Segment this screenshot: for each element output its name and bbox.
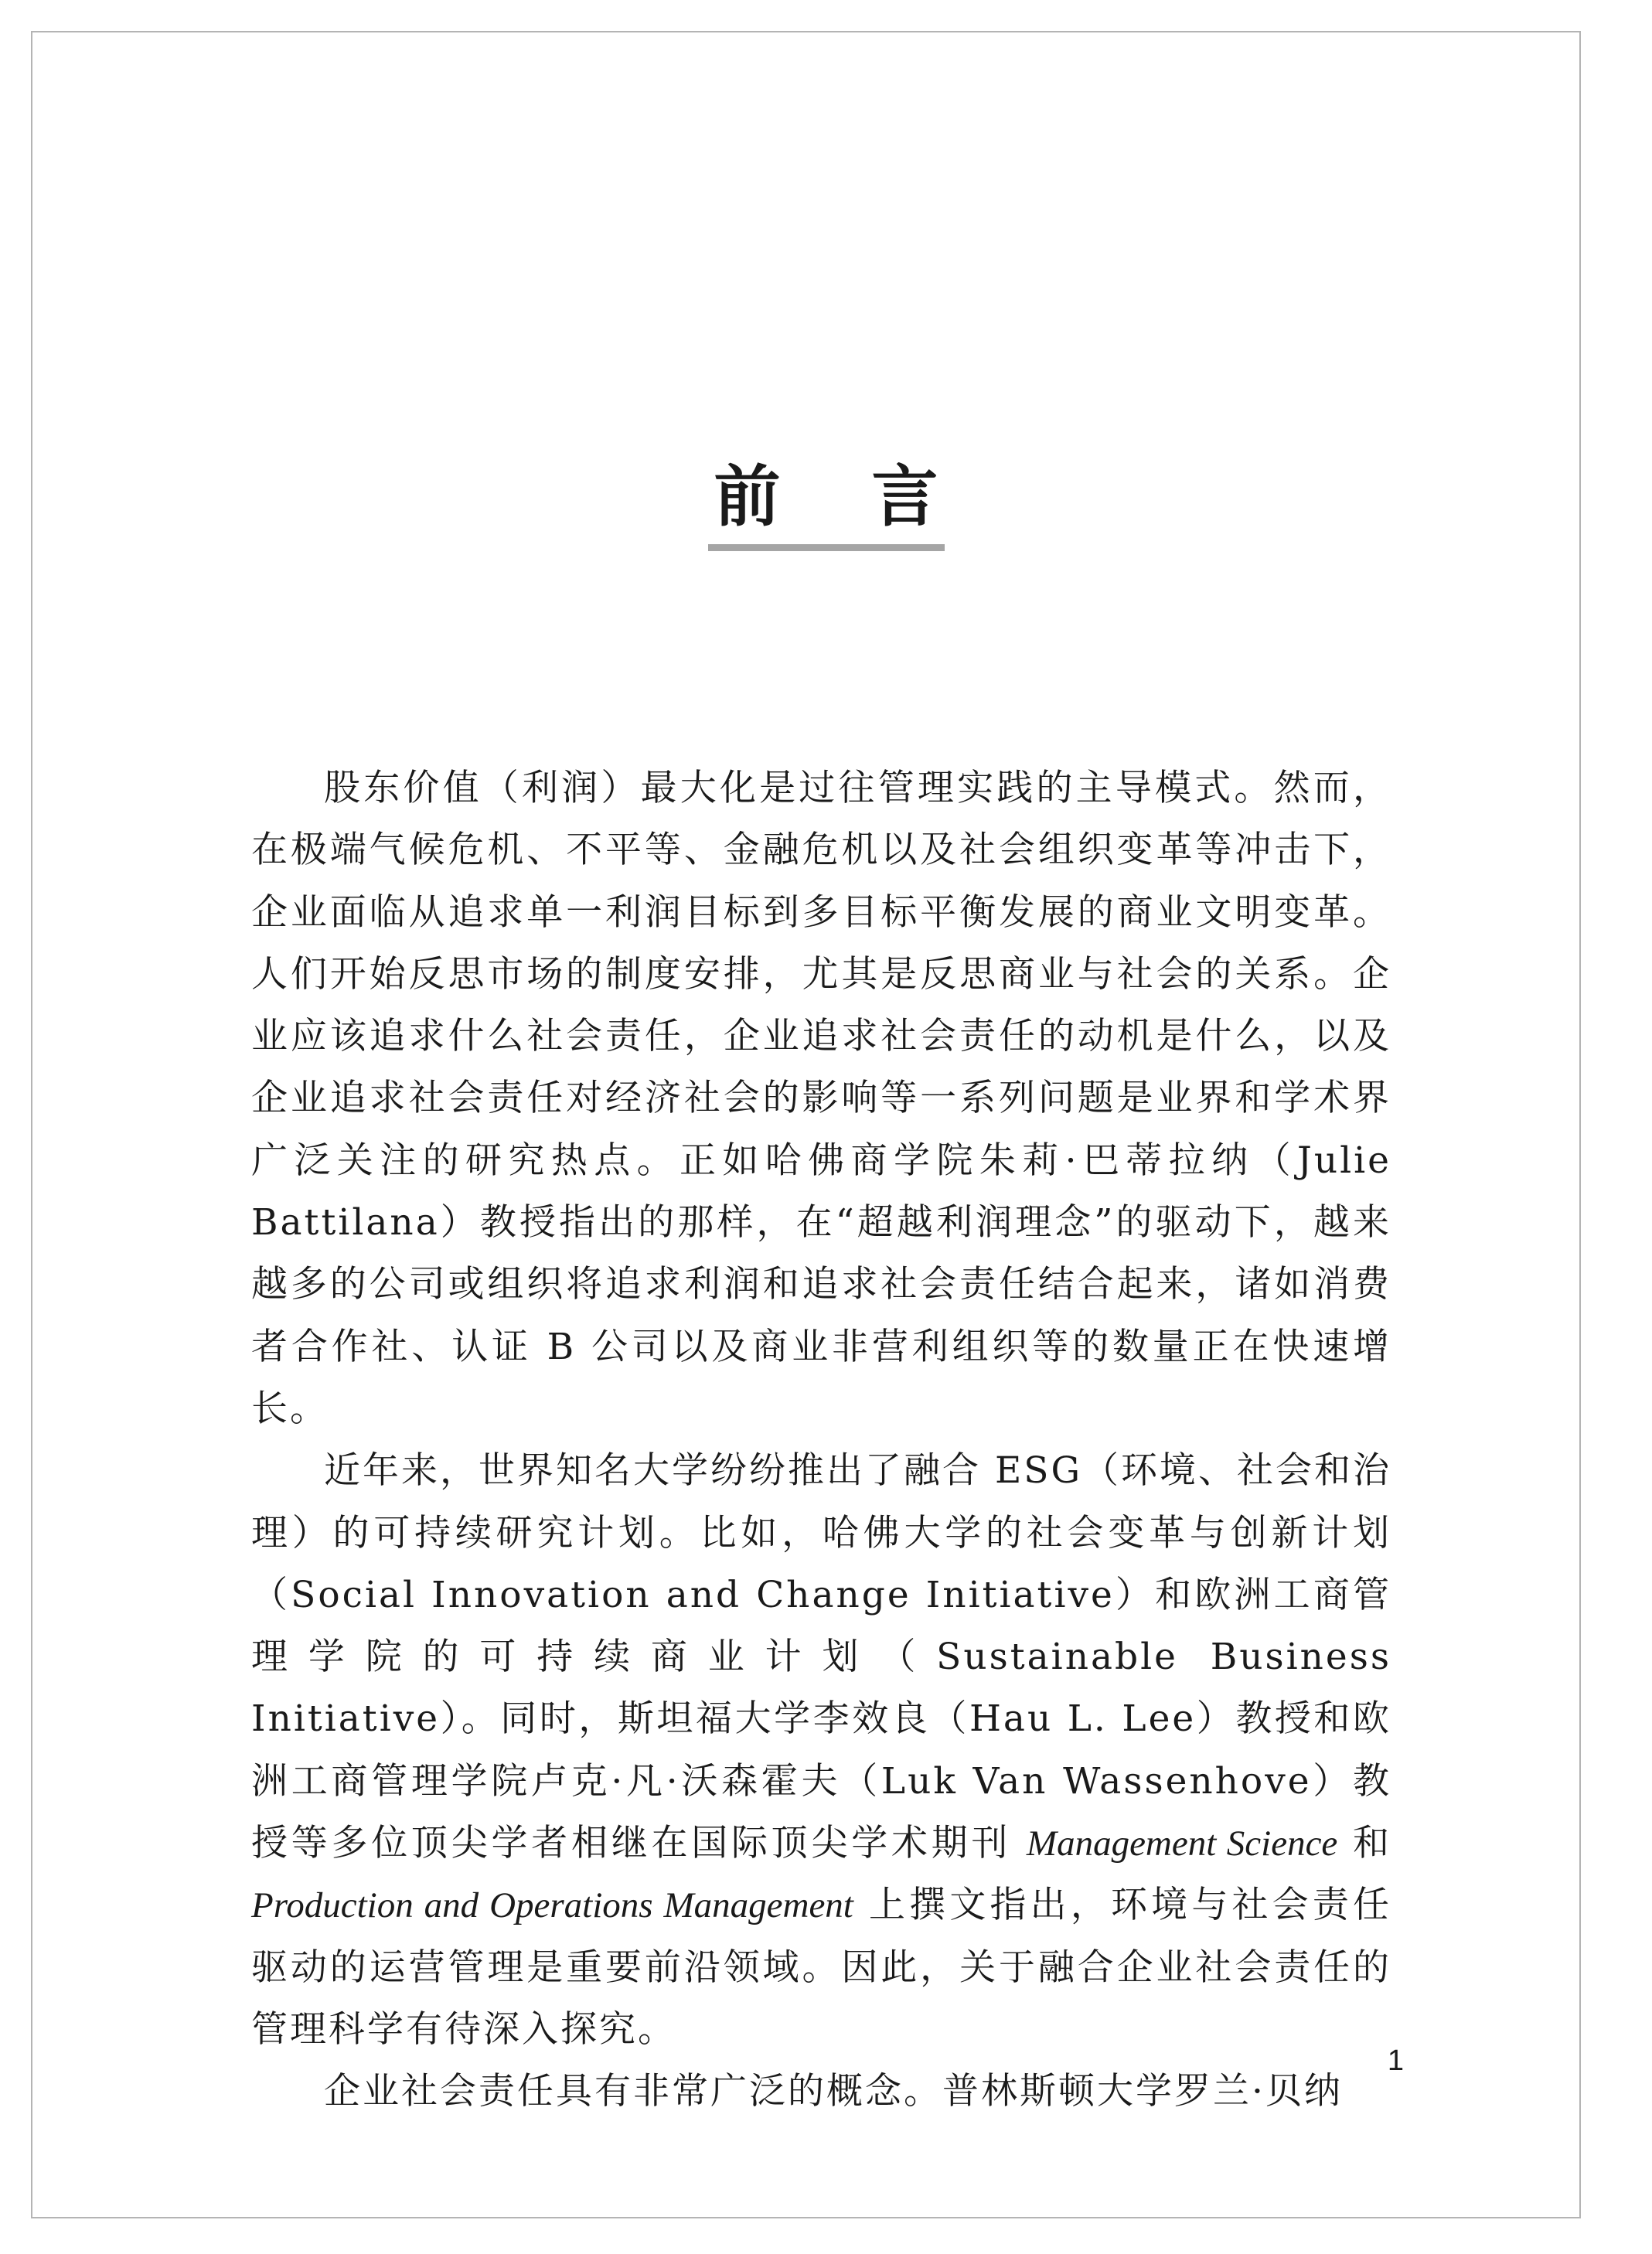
title-block (0, 458, 1652, 551)
title-char-1: 前 (714, 458, 781, 536)
paragraph-1: 股东价值（利润）最大化是过往管理实践的主导模式。然而，在极端气候危机、不平等、金融危机以及社会组织变革等冲击下，企业面临从追求单一利润目标到多目标平衡发展的商业文明变革。人们开始反思市场的制度安排，尤其是反思商业与社会的关系。企业应该追求什么社会责任，企业追求社会责任的动机是什么，以及企业追求社会责任对经济社会的影响等一系列问题是业界和学术界广泛关注的研究热点。正如哈佛商学院朱莉·巴蒂拉纳（Julie Battilana）教授指出的那样，在“超越利润理念”的驱动下，越来越多的公司或组织将追求利润和追求社会责任结合起来，诸如消费者合作社、认证 B 公司以及商业非营利组织等的数量正在快速增长。 (251, 767, 1391, 1430)
paragraph-2-text-b: 和 (1337, 1822, 1391, 1865)
page-number: 1 (1387, 2045, 1404, 2077)
journal-title-management-science: Management Science (1026, 1823, 1338, 1864)
preface-body (251, 758, 1391, 2123)
journal-title-poms: Production and Operations Management (251, 1885, 853, 1926)
paragraph-2 (251, 1440, 1391, 2061)
page-title (708, 458, 945, 551)
paragraph-2-text-c: 上撰文指出，环境与社会责任驱动的运营管理是重要前沿领域。因此，关于融合企业社会责任的管理科学有待深入探究。 (251, 1884, 1391, 2051)
paragraph-3: 企业社会责任具有非常广泛的概念。普林斯顿大学罗兰·贝纳 (324, 2070, 1343, 2113)
paragraph-2-text-a: 近年来，世界知名大学纷纷推出了融合 ESG（环境、社会和治理）的可持续研究计划。比如，哈佛大学的社会变革与创新计划（Social Innovation and Change Initiative）和欧洲工商管理学院的可持续商业计划（Sustainable Business Initiative）。同时，斯坦福大学李效良（Hau L. Lee）教授和欧洲工商管理学院卢克·凡·沃森霍夫（Luk Van Wassenhove）教授等多位顶尖学者相继在国际顶尖学术期刊 (251, 1449, 1391, 1865)
title-char-2: 言 (871, 458, 938, 536)
